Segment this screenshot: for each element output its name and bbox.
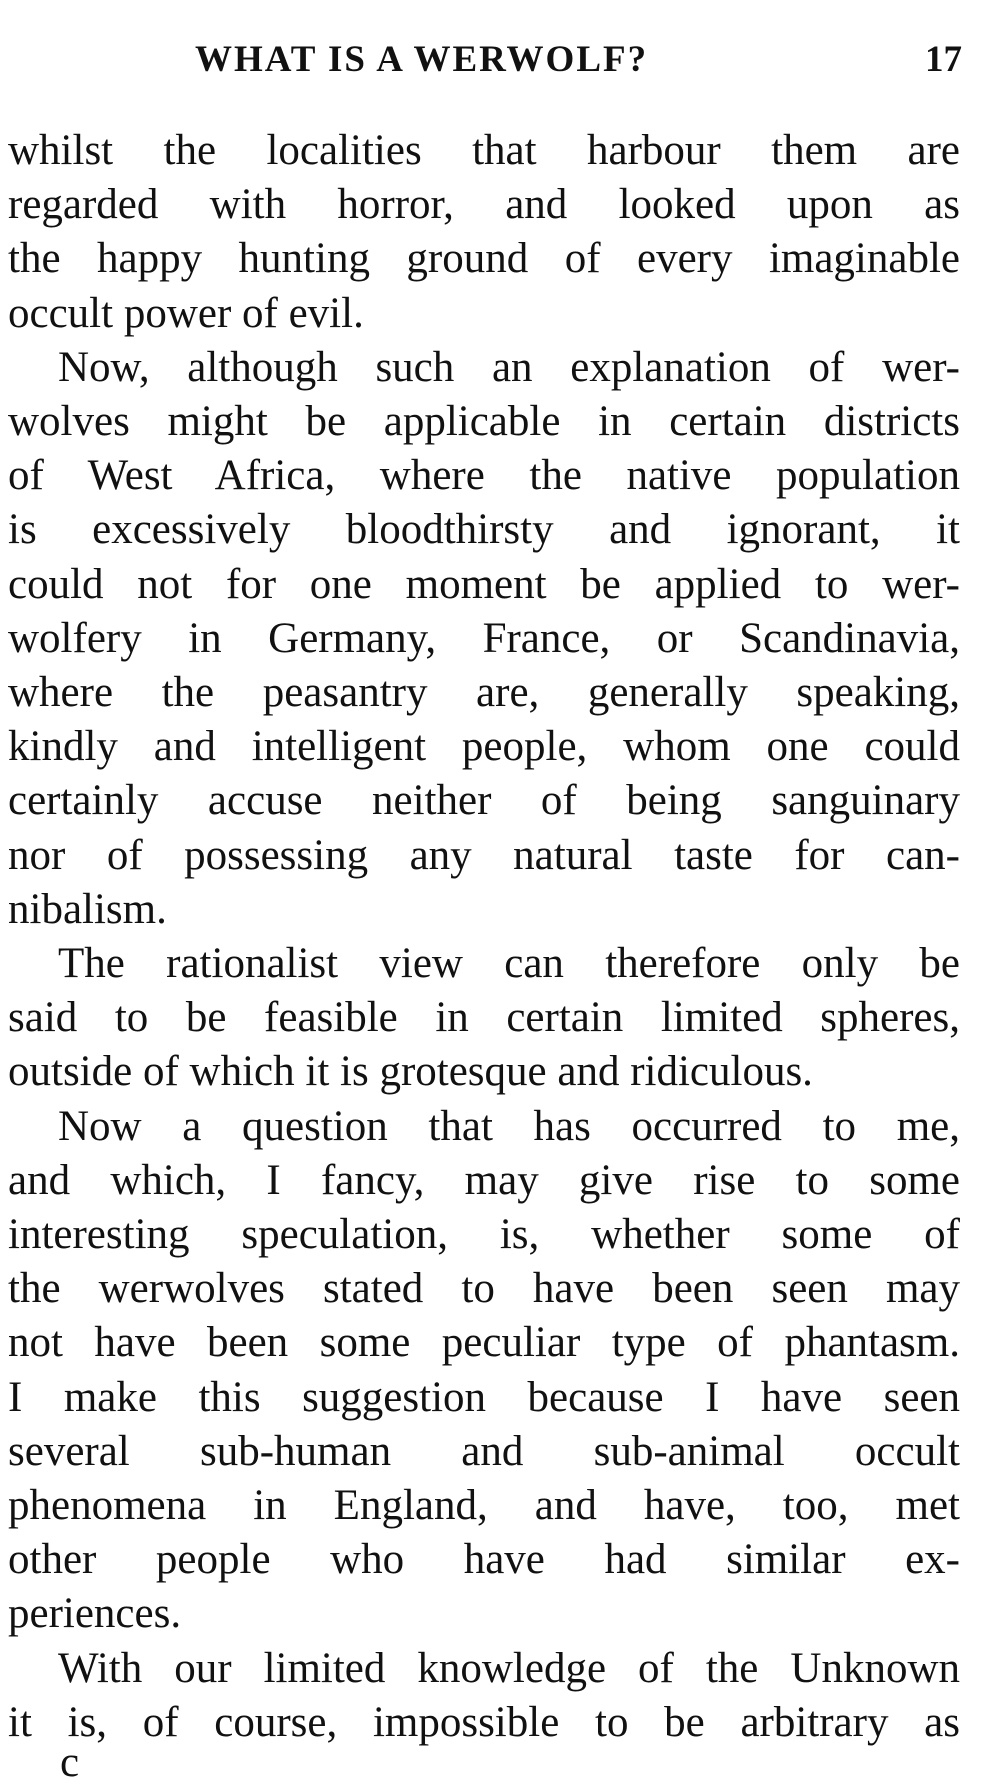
paragraph-2 — [8, 341, 960, 937]
paragraph-3 — [8, 937, 960, 1100]
text-line: could not for one moment be applied to wer- — [8, 560, 960, 608]
text-line: not have been some peculiar type of phantasm. — [8, 1319, 960, 1367]
text-line: where the peasantry are, generally speaking, — [8, 669, 960, 717]
text-line: Now a question that has occurred to me, — [58, 1102, 960, 1150]
running-title: WHAT IS A WERWOLF? — [195, 39, 649, 80]
paragraph-1 — [8, 124, 960, 341]
text-line: With our limited knowledge of the Unknown — [58, 1644, 960, 1692]
text-line: nibalism. — [8, 885, 167, 933]
text-line: Now, although such an explanation of wer- — [58, 343, 960, 391]
page-number: 17 — [925, 39, 962, 80]
paragraph-5 — [8, 1642, 960, 1750]
text-line: periences. — [8, 1590, 182, 1638]
text-line: wolfery in Germany, France, or Scandinavia, — [8, 614, 960, 662]
text-line: the werwolves stated to have been seen may — [8, 1265, 960, 1313]
text-line: whilst the localities that harbour them are — [8, 127, 960, 174]
text-line: outside of which it is grotesque and ridiculous. — [8, 1048, 813, 1096]
text-line: interesting speculation, is, whether some of — [8, 1211, 960, 1259]
text-line: phenomena in England, and have, too, met — [8, 1482, 960, 1530]
text-line: regarded with horror, and looked upon as — [8, 181, 960, 229]
text-line: several sub-human and sub-animal occult — [8, 1427, 960, 1475]
text-line: I make this suggestion because I have seen — [8, 1373, 960, 1421]
text-line: of West Africa, where the native population — [8, 452, 960, 500]
body-text — [8, 124, 960, 1750]
text-line: kindly and intelligent people, whom one could — [8, 723, 960, 771]
text-line: nor of possessing any natural taste for can- — [8, 831, 960, 879]
text-line: it is, of course, impossible to be arbitrary as — [8, 1698, 960, 1746]
text-line: occult power of evil. — [8, 289, 364, 337]
page-header — [0, 30, 1000, 90]
text-line: certainly accuse neither of being sanguinary — [8, 777, 960, 825]
text-line: is excessively bloodthirsty and ignorant, it — [8, 506, 960, 554]
text-line: and which, I fancy, may give rise to some — [8, 1156, 960, 1204]
text-line: The rationalist view can therefore only be — [58, 940, 960, 988]
text-line: the happy hunting ground of every imaginable — [8, 235, 960, 283]
text-line: other people who have had similar ex- — [8, 1536, 960, 1584]
text-line: said to be feasible in certain limited spheres, — [8, 994, 960, 1042]
paragraph-4 — [8, 1100, 960, 1642]
signature-mark: c — [60, 1739, 80, 1786]
text-line: wolves might be applicable in certain districts — [8, 398, 960, 446]
